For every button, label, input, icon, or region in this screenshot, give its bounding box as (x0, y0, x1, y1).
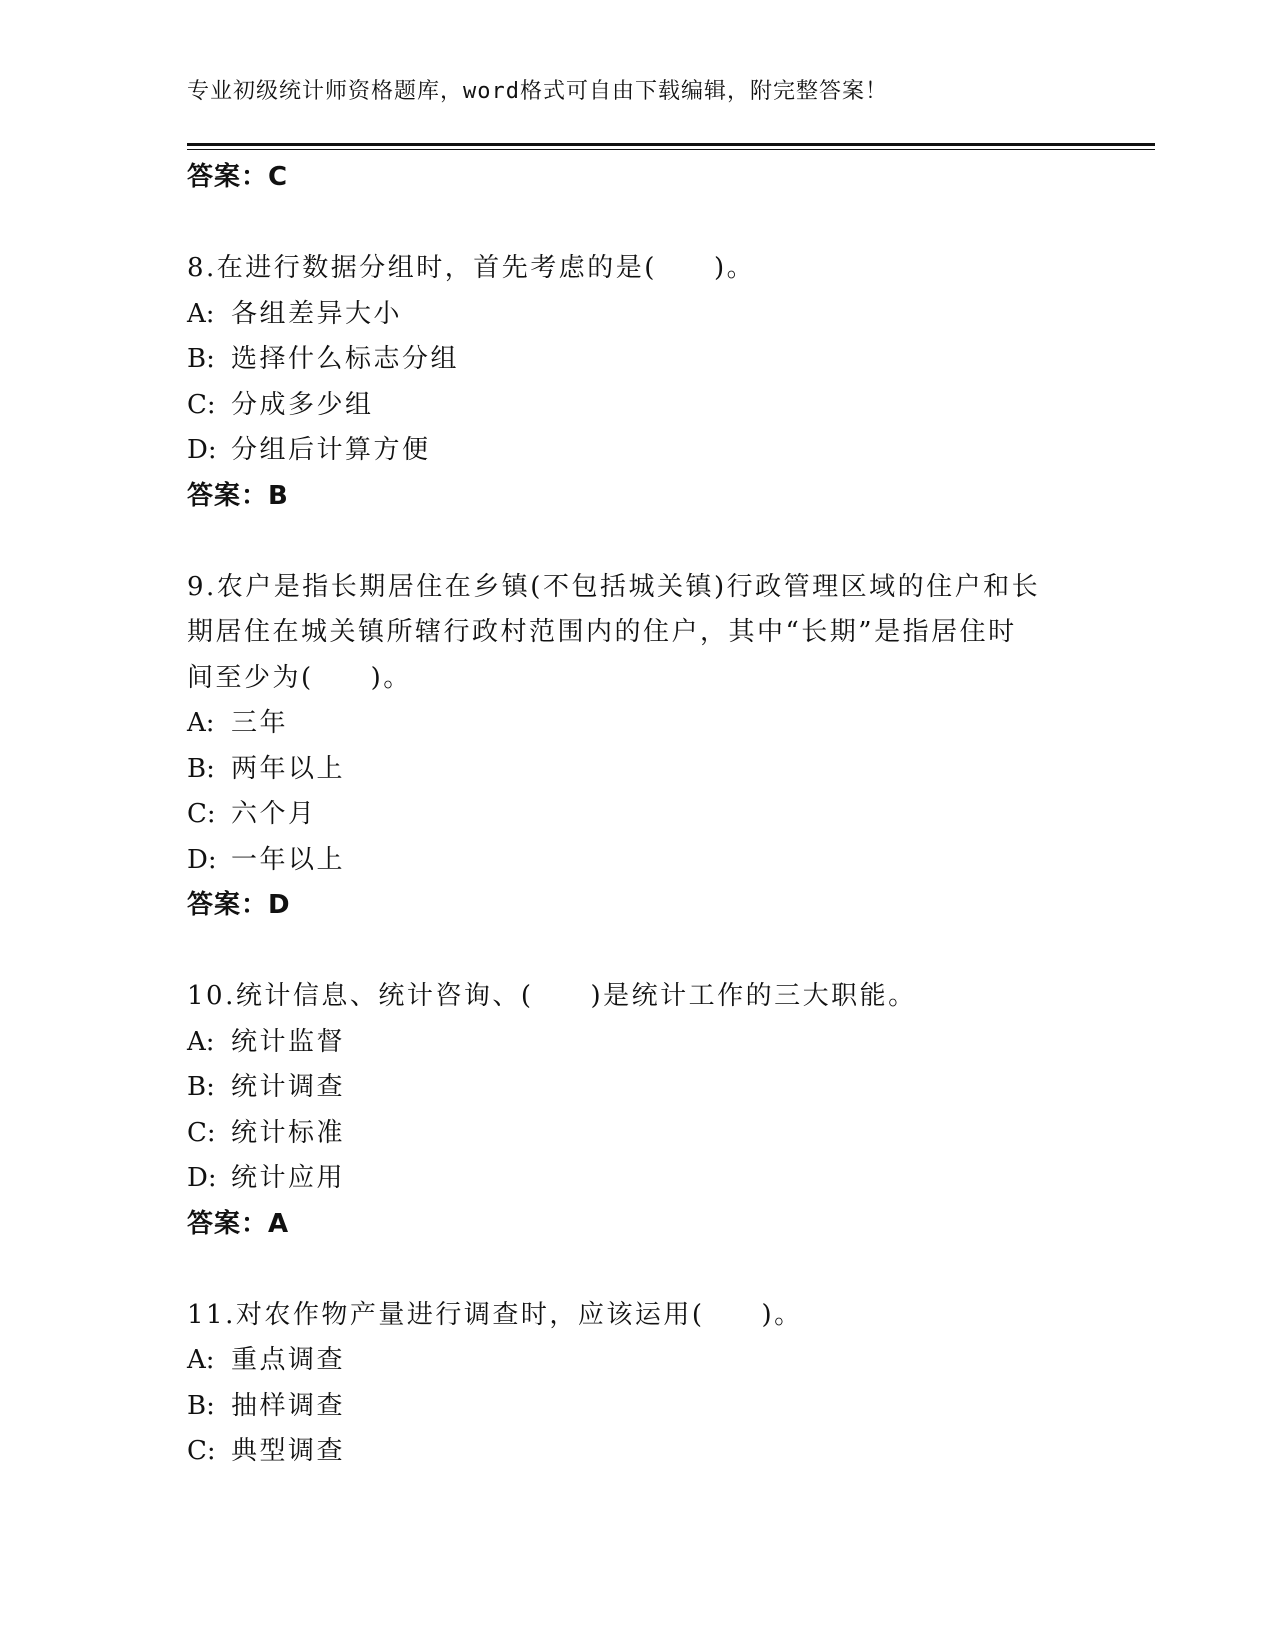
option-label: A: (187, 1026, 215, 1057)
option-text: 抽样调查 (231, 1390, 346, 1421)
option-text: 典型调查 (231, 1436, 346, 1466)
option-text: 分成多少组 (231, 389, 374, 420)
option-label: C: (187, 799, 216, 829)
option-text: 重点调查 (231, 1345, 346, 1375)
question-stem: 8.在进行数据分组时，首先考虑的是( )。 (187, 253, 756, 283)
option-label: A: (187, 1345, 215, 1375)
option-label: B: (187, 344, 215, 374)
option-d (187, 838, 1087, 884)
option-text: 六个月 (231, 799, 317, 829)
option-a (187, 1338, 1087, 1384)
header-rule-thick (187, 143, 1155, 146)
option-text: 一年以上 (231, 844, 346, 875)
option-a (187, 292, 1087, 338)
option-text: 各组差异大小 (231, 298, 403, 329)
option-label: D: (187, 844, 217, 875)
question-content (187, 155, 1087, 1475)
option-d (187, 1156, 1087, 1202)
question-stem-line-3: 间至少为( )。 (187, 662, 412, 693)
option-b (187, 337, 1087, 383)
option-text: 两年以上 (231, 753, 346, 784)
question-11 (187, 1293, 1087, 1475)
spacer (187, 1247, 1087, 1293)
answer-q10: 答案：A (187, 1208, 290, 1239)
option-label: B: (187, 1390, 215, 1421)
option-label: A: (187, 708, 215, 738)
spacer (187, 929, 1087, 975)
option-label: C: (187, 1117, 216, 1148)
option-label: A: (187, 298, 215, 329)
header-rule-thin (187, 149, 1155, 150)
question-stem: 11.对农作物产量进行调查时，应该运用( )。 (187, 1299, 803, 1330)
option-d (187, 428, 1087, 474)
option-label: D: (187, 435, 217, 465)
question-stem-line-2: 期居住在城关镇所辖行政村范围内的住户，其中“长期”是指居住时 (187, 617, 1017, 647)
question-8 (187, 246, 1087, 519)
option-a (187, 1020, 1087, 1066)
option-label: D: (187, 1163, 217, 1193)
question-9 (187, 565, 1087, 929)
spacer (187, 519, 1087, 565)
option-c (187, 1429, 1087, 1475)
option-c (187, 792, 1087, 838)
option-text: 统计监督 (231, 1026, 346, 1057)
option-c (187, 1111, 1087, 1157)
question-stem: 10.统计信息、统计咨询、( )是统计工作的三大职能。 (187, 981, 917, 1011)
option-b (187, 1065, 1087, 1111)
option-text: 统计应用 (231, 1163, 346, 1193)
option-text: 统计调查 (231, 1072, 346, 1102)
option-a (187, 701, 1087, 747)
page-header: 专业初级统计师资格题库，word格式可自由下载编辑，附完整答案！ (187, 79, 888, 104)
option-c (187, 383, 1087, 429)
option-text: 分组后计算方便 (231, 435, 431, 465)
option-label: C: (187, 1436, 216, 1466)
option-label: B: (187, 1072, 215, 1102)
option-text: 三年 (231, 708, 289, 738)
option-label: C: (187, 389, 216, 420)
option-text: 统计标准 (231, 1117, 346, 1148)
option-label: B: (187, 753, 215, 784)
answer-q9: 答案：D (187, 890, 291, 920)
answer-q7: 答案：C (187, 162, 289, 192)
spacer (187, 201, 1087, 247)
question-stem-line-1: 9.农户是指长期居住在乡镇(不包括城关镇)行政管理区域的住户和长 (187, 571, 1041, 602)
answer-q8: 答案：B (187, 480, 289, 511)
option-b (187, 1384, 1087, 1430)
question-10 (187, 974, 1087, 1247)
option-text: 选择什么标志分组 (231, 344, 460, 374)
option-b (187, 747, 1087, 793)
